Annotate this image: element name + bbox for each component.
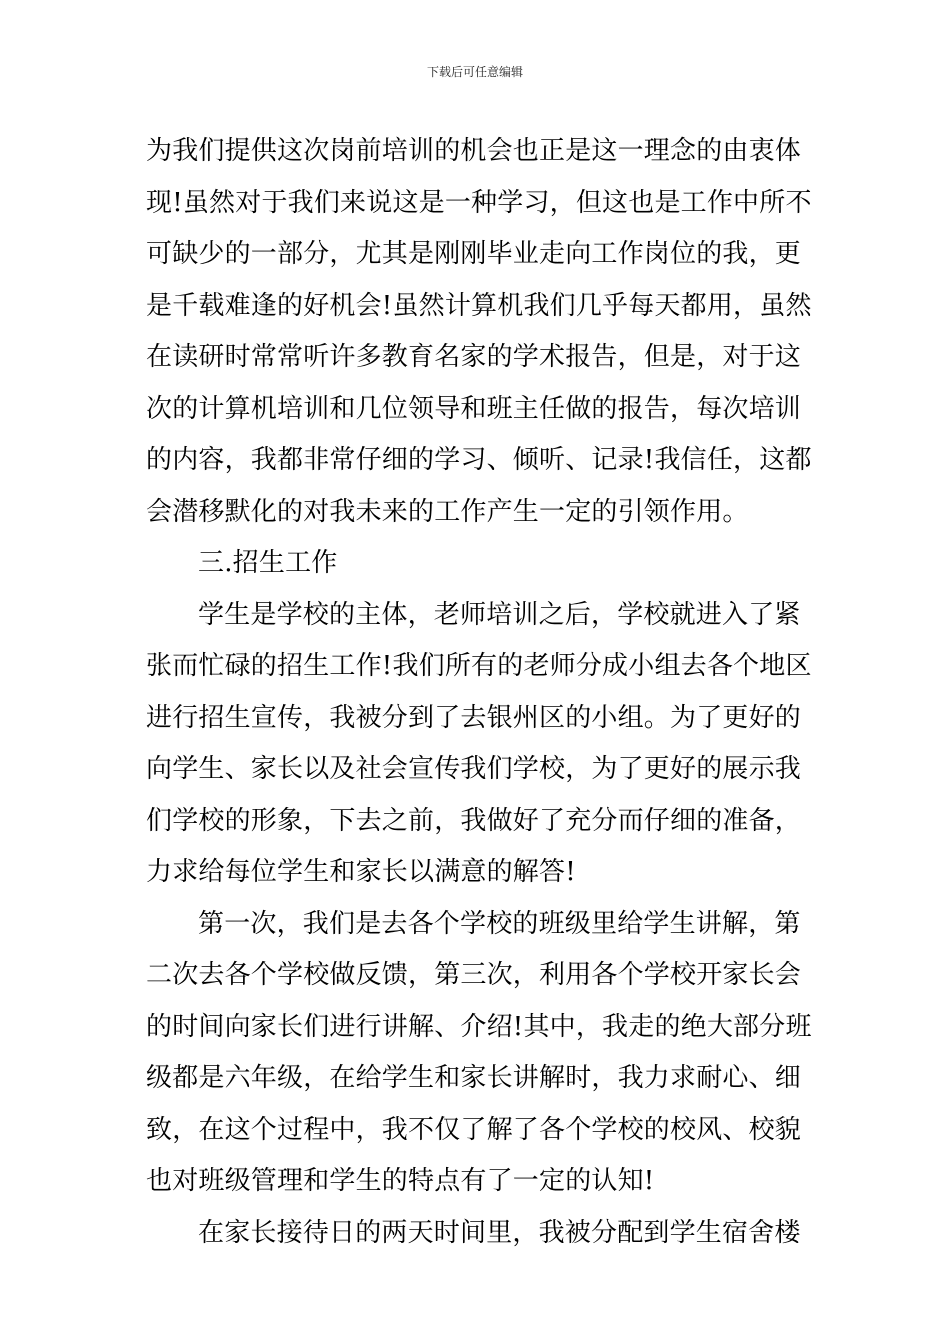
text-line: 现!虽然对于我们来说这是一种学习，但这也是工作中所不 (146, 187, 812, 218)
text-line: 在读研时常常听许多教育名家的学术报告，但是，对于这 (146, 342, 802, 372)
text-line: 的内容，我都非常仔细的学习、倾听、记录!我信任，这都 (146, 445, 812, 475)
text-line: 在家长接待日的两天时间里，我被分配到学生宿舍楼 (198, 1217, 801, 1248)
section-heading: 三.招生工作 (198, 548, 338, 578)
text-line: 向学生、家长以及社会宣传我们学校，为了更好的展示我 (146, 754, 802, 784)
text-line: 致，在这个过程中，我不仅了解了各个学校的校风、校貌 (146, 1114, 802, 1145)
text-line: 也对班级管理和学生的特点有了一定的认知! (146, 1166, 655, 1196)
text-line: 二次去各个学校做反馈，第三次，利用各个学校开家长会 (146, 960, 802, 990)
text-line: 学生是学校的主体，老师培训之后，学校就进入了紧 (198, 599, 801, 630)
text-line: 进行招生宣传，我被分到了去银州区的小组。为了更好的 (146, 702, 802, 733)
text-line: 次的计算机培训和几位领导和班主任做的报告，每次培训 (146, 393, 802, 424)
text-line: 级都是六年级，在给学生和家长讲解时，我力求耐心、细 (146, 1063, 802, 1093)
text-line: 可缺少的一部分，尤其是刚刚毕业走向工作岗位的我，更 (146, 239, 802, 269)
page-header-note: 下载后可任意编辑 (426, 65, 523, 79)
text-line: 会潜移默化的对我未来的工作产生一定的引领作用。 (146, 496, 749, 527)
text-line: 张而忙碌的招生工作!我们所有的老师分成小组去各个地区 (146, 651, 812, 681)
text-line: 力求给每位学生和家长以满意的解答! (146, 857, 576, 887)
text-line: 第一次，我们是去各个学校的班级里给学生讲解，第 (198, 908, 801, 939)
document-body (146, 126, 812, 1259)
text-line: 的时间向家长们进行讲解、介绍!其中，我走的绝大部分班 (146, 1011, 812, 1042)
text-line: 们学校的形象，下去之前，我做好了充分而仔细的准备， (146, 805, 802, 836)
text-line: 为我们提供这次岗前培训的机会也正是这一理念的由衷体 (146, 136, 802, 166)
text-line: 是千载难逢的好机会!虽然计算机我们几乎每天都用，虽然 (146, 290, 812, 321)
